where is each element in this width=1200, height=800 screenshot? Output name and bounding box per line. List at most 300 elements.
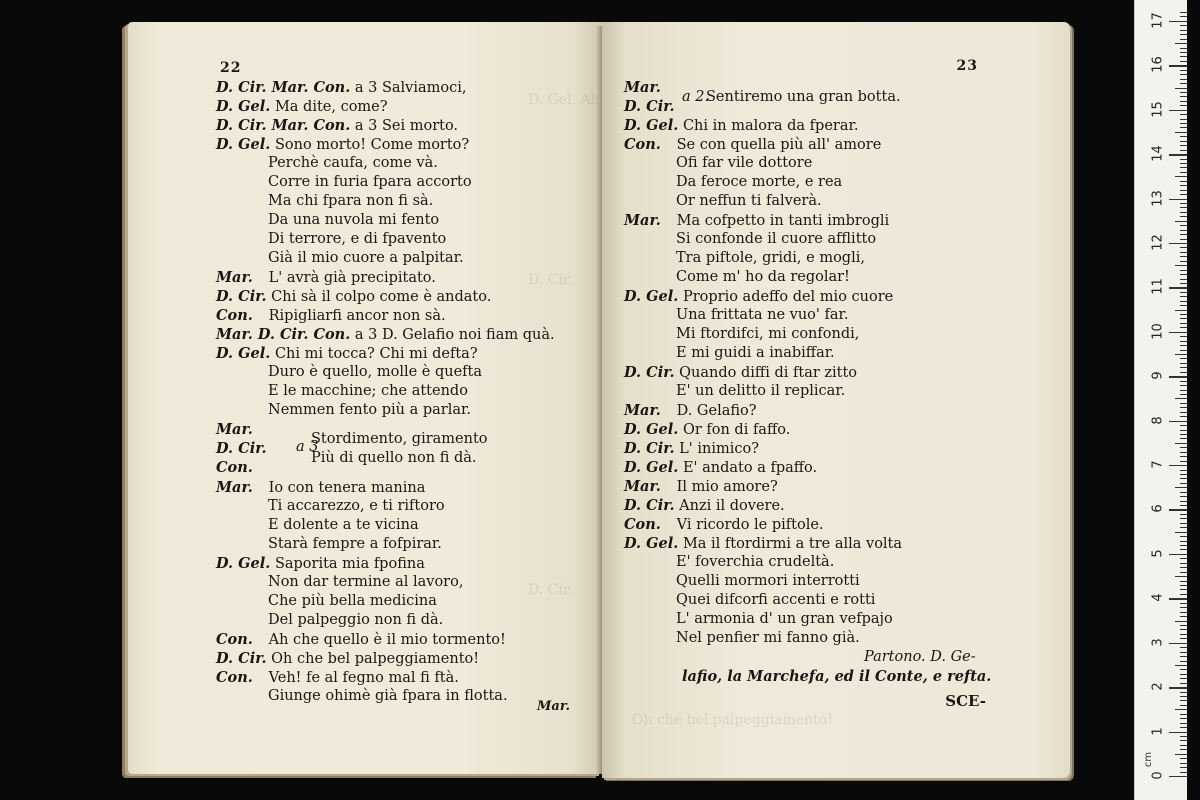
ruler-tick bbox=[1175, 354, 1187, 355]
duet-block bbox=[624, 78, 1054, 116]
verse-text: Or fon di faffo. bbox=[682, 422, 791, 438]
verse-line bbox=[624, 572, 1054, 591]
verse-text: Ma chi fpara non fi sà. bbox=[268, 193, 434, 209]
ruler-tick bbox=[1180, 705, 1187, 706]
ruler-tick bbox=[1180, 723, 1187, 724]
ruler-tick bbox=[1180, 30, 1187, 31]
verse-text: E' andato a fpaffo. bbox=[682, 460, 818, 476]
duet-line: Sentiremo una gran botta. bbox=[706, 89, 901, 105]
ruler-number: 14 bbox=[1150, 145, 1166, 162]
ruler-tick bbox=[1180, 416, 1187, 417]
ruler-tick bbox=[1180, 123, 1187, 124]
ruler-tick bbox=[1180, 434, 1187, 435]
verse-line bbox=[216, 382, 596, 401]
ruler-tick bbox=[1175, 532, 1187, 533]
ruler-tick bbox=[1169, 554, 1187, 555]
ruler-tick bbox=[1180, 470, 1187, 471]
verse-line bbox=[216, 554, 596, 573]
verse-text: L' inimico? bbox=[679, 441, 760, 457]
verse-text: E mi guidi a inabiffar. bbox=[676, 345, 835, 361]
ruler-tick bbox=[1180, 305, 1187, 306]
measuring-ruler bbox=[1134, 0, 1187, 800]
duet-mark: a 2. bbox=[682, 89, 710, 105]
ruler-number: 15 bbox=[1150, 100, 1166, 118]
ruler-tick bbox=[1180, 127, 1187, 128]
ruler-tick bbox=[1180, 336, 1187, 337]
ruler-tick bbox=[1180, 203, 1187, 204]
ruler-tick bbox=[1180, 536, 1187, 537]
ruler-tick bbox=[1180, 216, 1187, 217]
ruler-tick bbox=[1180, 52, 1187, 53]
left-lines bbox=[216, 78, 596, 420]
verse-text: Veh! fe al fegno mal fi ftà. bbox=[268, 670, 459, 686]
verse-line bbox=[216, 230, 596, 249]
verse-line bbox=[624, 401, 1054, 420]
ruler-tick bbox=[1180, 403, 1187, 404]
verse-text: E le macchine; che attendo bbox=[268, 383, 468, 399]
ruler-tick bbox=[1180, 194, 1187, 195]
verse-line bbox=[624, 629, 1054, 648]
speaker-name: Con. bbox=[216, 669, 253, 686]
verse-text: Una frittata ne vuo' far. bbox=[676, 307, 849, 323]
ruler-tick bbox=[1169, 509, 1187, 510]
ruler-tick bbox=[1180, 683, 1187, 684]
verse-text: Ofi far vile dottore bbox=[676, 155, 813, 171]
ruler-tick bbox=[1169, 287, 1187, 288]
ruler-tick bbox=[1180, 261, 1187, 262]
ruler-number: 7 bbox=[1150, 460, 1166, 469]
ruler-tick bbox=[1180, 390, 1187, 391]
ruler-tick bbox=[1180, 407, 1187, 408]
ruler-tick bbox=[1180, 527, 1187, 528]
speaker-name: Con. bbox=[216, 631, 253, 648]
ruler-number: 8 bbox=[1150, 416, 1166, 425]
ruler-tick bbox=[1180, 492, 1187, 493]
speaker-name: D. Cir. bbox=[216, 650, 267, 667]
ruler-tick bbox=[1180, 181, 1187, 182]
verse-line bbox=[216, 535, 596, 554]
ruler-tick bbox=[1180, 661, 1187, 662]
ruler-tick bbox=[1180, 185, 1187, 186]
verse-text: Anzi il dovere. bbox=[679, 498, 785, 514]
ruler-tick bbox=[1175, 621, 1187, 622]
verse-line bbox=[216, 344, 596, 363]
verse-line bbox=[216, 192, 596, 211]
verse-text: Tra piftole, gridi, e mogli, bbox=[676, 250, 865, 266]
ruler-tick bbox=[1180, 629, 1187, 630]
ruler-tick bbox=[1180, 274, 1187, 275]
ruler-tick bbox=[1169, 110, 1187, 111]
ruler-tick bbox=[1180, 656, 1187, 657]
ruler-tick bbox=[1180, 501, 1187, 502]
verse-line bbox=[624, 344, 1054, 363]
ruler-tick bbox=[1180, 647, 1187, 648]
verse-text: Si confonde il cuore afflitto bbox=[676, 231, 877, 247]
ruler-tick bbox=[1180, 714, 1187, 715]
ruler-tick bbox=[1180, 39, 1187, 40]
verse-line bbox=[624, 192, 1054, 211]
speaker-name: D. Gel. bbox=[216, 555, 271, 572]
verse-line bbox=[216, 592, 596, 611]
ruler-tick bbox=[1180, 101, 1187, 102]
ruler-tick bbox=[1169, 598, 1187, 599]
ruler-tick bbox=[1180, 230, 1187, 231]
verse-line bbox=[624, 173, 1054, 192]
verse-text: Saporita mia fpofina bbox=[274, 556, 425, 572]
verse-text: Duro è quello, molle è quefta bbox=[268, 364, 483, 380]
verse-line bbox=[216, 97, 596, 116]
verse-line bbox=[624, 420, 1054, 439]
trio-line: Stordimento, giramento bbox=[311, 431, 488, 447]
trio-line: Più di quello non fi dà. bbox=[311, 450, 477, 466]
stage-direction-text: lafio, la Marchefa, ed il Conte, e refta. bbox=[682, 668, 992, 685]
ruler-tick bbox=[1180, 239, 1187, 240]
ruler-tick bbox=[1180, 563, 1187, 564]
catchword: Mar. bbox=[537, 699, 570, 714]
verse-line bbox=[624, 591, 1054, 610]
verse-text: L' avrà già precipitato. bbox=[268, 270, 436, 286]
verse-text: L' armonia d' un gran vefpajo bbox=[676, 611, 893, 627]
ruler-number: 16 bbox=[1150, 56, 1166, 74]
verse-line bbox=[216, 611, 596, 630]
ruler-tick bbox=[1169, 154, 1187, 155]
verse-line bbox=[624, 135, 1054, 154]
ruler-tick bbox=[1180, 92, 1187, 93]
ruler-tick bbox=[1180, 740, 1187, 741]
ruler-tick bbox=[1175, 43, 1187, 44]
verse-text: Come m' ho da regolar! bbox=[676, 269, 850, 285]
ruler-tick bbox=[1180, 225, 1187, 226]
verse-text: Chi sà il colpo come è andato. bbox=[271, 289, 492, 305]
ruler-tick bbox=[1180, 270, 1187, 271]
ruler-tick bbox=[1180, 718, 1187, 719]
duet-speaker: Mar. bbox=[624, 79, 661, 96]
verse-text: a 3 D. Gelafio noi fiam quà. bbox=[354, 327, 555, 343]
ruler-tick bbox=[1180, 496, 1187, 497]
ruler-tick bbox=[1169, 332, 1187, 333]
ruler-tick bbox=[1180, 172, 1187, 173]
verse-text: a 3 Salviamoci, bbox=[354, 80, 467, 96]
stage-direction bbox=[624, 667, 1054, 686]
verse-text: Non dar termine al lavoro, bbox=[268, 574, 464, 590]
ruler-number: 9 bbox=[1150, 371, 1166, 380]
ruler-number: 10 bbox=[1150, 323, 1166, 340]
stage-direction bbox=[624, 648, 1054, 667]
verse-text: Ma dite, come? bbox=[274, 99, 388, 115]
ruler-tick bbox=[1180, 603, 1187, 604]
right-lines bbox=[624, 116, 1054, 648]
verse-text: Quei difcorfi accenti e rotti bbox=[676, 592, 876, 608]
speaker-name: Mar. bbox=[216, 479, 253, 496]
verse-line bbox=[216, 401, 596, 420]
ruler-tick bbox=[1180, 83, 1187, 84]
ruler-tick bbox=[1180, 105, 1187, 106]
ruler-tick bbox=[1180, 625, 1187, 626]
ruler-number: 11 bbox=[1150, 278, 1166, 296]
speaker-name: D. Gel. bbox=[624, 117, 679, 134]
verse-text: Quando diffi di ftar zitto bbox=[679, 365, 858, 381]
verse-line bbox=[216, 478, 596, 497]
verse-text: Ah che quello è il mio tormento! bbox=[268, 632, 506, 648]
ruler-tick bbox=[1180, 634, 1187, 635]
page-number: 22 bbox=[220, 60, 242, 76]
ruler-tick bbox=[1180, 518, 1187, 519]
ruler-tick bbox=[1180, 167, 1187, 168]
left-page: D. Gel. Ah D. Cir. D. Cir. 22 D. Cir. Mar. Con. a 3 Salviamoci, D. Gel. Ma dite, come? D. Cir. Mar. Con. a 3 Sei morto. D. Gel. Sono morto! Come morto? Perchè caufa, come và. Corre in furia fpara accorto Ma chi fpara non fi sà. Da una nuvola mi fento Di terrore, e di fpavento Già il mio cuore a palpitar. Mar. L' avrà già precipitato. D. Cir. Chi sà il colpo come è andato. Con. Ripigliarfi ancor non sà. Mar. D. Cir. Con. a 3 D. Gelafio noi fiam quà. D. Gel. Chi mi tocca? Chi mi defta? Duro è quello, molle è quefta E le macchine; che attendo Nemmen fento più a parlar. Mar. D. Cir. Con. a 3 Stordimento, giramento Più di quello non fi dà. Mar. Io con tenera manina Ti accarezzo, e ti riftoro E dolente a te vicina Starà fempre a fofpirar. D. Gel. Saporita mia fpofina Non dar termine al lavoro, Che più bella medicina Del palpeggio non fi dà. Con. Ah che quello è il mio tormento! D. Cir. Oh che bel palpeggiamento! Con. Veh! fe al fegno mal fi ftà. Giunge ohimè già fpara in flotta. Mar. bbox=[128, 22, 602, 774]
ruler-number: 5 bbox=[1150, 549, 1166, 558]
verse-text: Quelli mormori interrotti bbox=[676, 573, 860, 589]
ruler-tick bbox=[1180, 70, 1187, 71]
verse-text: E dolente a te vicina bbox=[268, 517, 419, 533]
speaker-name: Mar. D. Cir. Con. bbox=[216, 326, 351, 343]
ruler-tick bbox=[1180, 696, 1187, 697]
ruler-tick bbox=[1180, 669, 1187, 670]
speaker-name: D. Cir. Mar. Con. bbox=[216, 79, 351, 96]
ruler-number: 13 bbox=[1150, 189, 1166, 207]
ruler-tick bbox=[1169, 465, 1187, 466]
speaker-name: Mar. bbox=[216, 269, 253, 286]
ruler-tick bbox=[1175, 576, 1187, 577]
verse-line bbox=[624, 534, 1054, 553]
ruler-tick bbox=[1169, 21, 1187, 22]
verse-line bbox=[216, 363, 596, 382]
ruler-tick bbox=[1180, 425, 1187, 426]
ruler-tick bbox=[1175, 88, 1187, 89]
ruler-tick bbox=[1180, 612, 1187, 613]
ruler-tick bbox=[1180, 145, 1187, 146]
ruler-tick bbox=[1169, 421, 1187, 422]
verse-line bbox=[624, 458, 1054, 477]
verse-line bbox=[216, 668, 596, 687]
speaker-name: D. Gel. bbox=[624, 459, 679, 476]
verse-text: Nel penfier mi fanno già. bbox=[676, 630, 860, 646]
ruler-tick bbox=[1180, 514, 1187, 515]
verse-line bbox=[216, 173, 596, 192]
catchword: SCE- bbox=[945, 692, 986, 710]
speaker-name: D. Gel. bbox=[624, 288, 679, 305]
verse-line bbox=[216, 249, 596, 268]
trio-mark: a 3 bbox=[296, 439, 319, 455]
verse-line bbox=[216, 268, 596, 287]
verse-text: Da feroce morte, e rea bbox=[676, 174, 843, 190]
ruler-tick bbox=[1180, 430, 1187, 431]
verse-text: Il mio amore? bbox=[676, 479, 778, 495]
speaker-name: D. Gel. bbox=[624, 535, 679, 552]
ruler-tick bbox=[1180, 114, 1187, 115]
left-text-block bbox=[216, 78, 596, 706]
verse-line bbox=[624, 610, 1054, 629]
verse-line bbox=[624, 116, 1054, 135]
ruler-tick bbox=[1180, 763, 1187, 764]
ruler-tick bbox=[1180, 772, 1187, 773]
ruler-tick bbox=[1180, 767, 1187, 768]
ruler-tick bbox=[1180, 483, 1187, 484]
speaker-name: D. Gel. bbox=[216, 345, 271, 362]
ruler-tick bbox=[1175, 132, 1187, 133]
ruler-tick bbox=[1180, 505, 1187, 506]
speaker-name: Con. bbox=[216, 307, 253, 324]
ruler-tick bbox=[1180, 279, 1187, 280]
ruler-tick bbox=[1180, 296, 1187, 297]
ruler-tick bbox=[1175, 310, 1187, 311]
ruler-tick bbox=[1180, 749, 1187, 750]
ruler-tick bbox=[1180, 541, 1187, 542]
verse-line bbox=[624, 439, 1054, 458]
speaker-name: D. Gel. bbox=[216, 98, 271, 115]
verse-line bbox=[216, 78, 596, 97]
ruler-tick bbox=[1180, 56, 1187, 57]
ruler-number: 4 bbox=[1150, 593, 1166, 602]
ruler-tick bbox=[1180, 74, 1187, 75]
verse-line bbox=[624, 154, 1054, 173]
ruler-tick bbox=[1180, 79, 1187, 80]
verse-line bbox=[216, 211, 596, 230]
right-text-block bbox=[624, 78, 1054, 686]
speaker-name: D. Gel. bbox=[624, 421, 679, 438]
speaker-name: D. Cir. bbox=[216, 288, 267, 305]
ruler-tick bbox=[1180, 589, 1187, 590]
ruler-tick bbox=[1175, 709, 1187, 710]
verse-text: Corre in furia fpara accorto bbox=[268, 174, 472, 190]
ruler-number: 3 bbox=[1150, 638, 1166, 647]
ruler-tick bbox=[1180, 16, 1187, 17]
ruler-tick bbox=[1180, 301, 1187, 302]
verse-text: Vi ricordo le piftole. bbox=[676, 517, 824, 533]
verse-text: a 3 Sei morto. bbox=[354, 118, 459, 134]
ruler-number: 17 bbox=[1150, 12, 1166, 29]
left-lines-continued bbox=[216, 478, 596, 706]
verse-text: Chi in malora da fperar. bbox=[682, 118, 859, 134]
verse-text: Di terrore, e di fpavento bbox=[268, 231, 447, 247]
ruler-tick bbox=[1175, 176, 1187, 177]
ruler-tick bbox=[1169, 243, 1187, 244]
ruler-tick bbox=[1175, 398, 1187, 399]
verse-line bbox=[624, 287, 1054, 306]
ruler-tick bbox=[1180, 341, 1187, 342]
verse-text: Se con quella più all' amore bbox=[676, 137, 882, 153]
verse-line bbox=[624, 325, 1054, 344]
verse-text: Del palpeggio non fi dà. bbox=[268, 612, 444, 628]
ruler-tick bbox=[1180, 159, 1187, 160]
ruler-tick bbox=[1180, 452, 1187, 453]
speaker-name: Mar. bbox=[624, 478, 661, 495]
verse-line bbox=[624, 249, 1054, 268]
ruler-tick bbox=[1180, 323, 1187, 324]
ruler-tick bbox=[1180, 678, 1187, 679]
ruler-tick bbox=[1180, 758, 1187, 759]
ruler-number: 2 bbox=[1150, 682, 1166, 691]
verse-line bbox=[624, 553, 1054, 572]
ruler-tick bbox=[1180, 616, 1187, 617]
verse-text: Sono morto! Come morto? bbox=[274, 137, 470, 153]
verse-line bbox=[216, 306, 596, 325]
verse-line bbox=[216, 287, 596, 306]
ruler-unit: cm bbox=[1143, 751, 1155, 768]
speaker-name: Con. bbox=[624, 136, 661, 153]
trio-speaker: Con. bbox=[216, 459, 253, 476]
verse-text: Mi ftordifci, mi confondi, bbox=[676, 326, 860, 342]
ruler-tick bbox=[1180, 314, 1187, 315]
verse-text: Nemmen fento più a parlar. bbox=[268, 402, 471, 418]
ruler-tick bbox=[1180, 394, 1187, 395]
ruler-tick bbox=[1180, 447, 1187, 448]
verse-line bbox=[624, 306, 1054, 325]
ruler-tick bbox=[1175, 265, 1187, 266]
ruler-tick bbox=[1180, 381, 1187, 382]
ruler-tick bbox=[1180, 247, 1187, 248]
ruler-tick bbox=[1180, 34, 1187, 35]
ruler-tick bbox=[1180, 745, 1187, 746]
ruler-tick bbox=[1180, 119, 1187, 120]
ruler-tick bbox=[1180, 25, 1187, 26]
page-number: 23 bbox=[956, 58, 978, 74]
verse-text: Che più bella medicina bbox=[268, 593, 437, 609]
ruler-tick bbox=[1180, 190, 1187, 191]
verse-text: Io con tenera manina bbox=[268, 480, 426, 496]
ruler-tick bbox=[1175, 487, 1187, 488]
ruler-tick bbox=[1175, 443, 1187, 444]
verse-line bbox=[216, 649, 596, 668]
verse-line bbox=[216, 573, 596, 592]
ruler-tick bbox=[1169, 376, 1187, 377]
ruler-tick bbox=[1180, 558, 1187, 559]
ruler-tick bbox=[1180, 345, 1187, 346]
ruler-tick bbox=[1180, 372, 1187, 373]
speaker-name: Mar. bbox=[624, 402, 661, 419]
speaker-name: D. Cir. bbox=[624, 364, 675, 381]
verse-text: D. Gelafio? bbox=[676, 403, 757, 419]
ruler-tick bbox=[1180, 567, 1187, 568]
ruler-tick bbox=[1180, 292, 1187, 293]
ruler-tick bbox=[1180, 581, 1187, 582]
ruler-tick bbox=[1180, 692, 1187, 693]
speaker-name: Mar. bbox=[624, 212, 661, 229]
verse-line bbox=[624, 363, 1054, 382]
verse-line bbox=[624, 382, 1054, 401]
verse-text: Starà fempre a fofpirar. bbox=[268, 536, 442, 552]
verse-text: Oh che bel palpeggiamento! bbox=[271, 651, 480, 667]
verse-text: Chi mi tocca? Chi mi defta? bbox=[274, 346, 478, 362]
verse-line bbox=[624, 268, 1054, 287]
ruler-tick bbox=[1180, 700, 1187, 701]
verse-line bbox=[216, 116, 596, 135]
ruler-tick bbox=[1180, 350, 1187, 351]
verse-text: Proprio adeffo del mio cuore bbox=[682, 289, 894, 305]
ruler-tick bbox=[1180, 48, 1187, 49]
verse-text: Giunge ohimè già fpara in flotta. bbox=[268, 688, 508, 704]
ruler-tick bbox=[1180, 363, 1187, 364]
ruler-tick bbox=[1180, 61, 1187, 62]
ruler-tick bbox=[1180, 474, 1187, 475]
ruler-tick bbox=[1180, 141, 1187, 142]
ruler-tick bbox=[1180, 736, 1187, 737]
verse-line bbox=[624, 496, 1054, 515]
ruler-tick bbox=[1180, 456, 1187, 457]
trio-block bbox=[216, 420, 596, 478]
verse-text: Or neffun ti falverà. bbox=[676, 193, 822, 209]
ruler-tick bbox=[1180, 12, 1187, 13]
verse-line bbox=[624, 477, 1054, 496]
ruler-tick bbox=[1180, 283, 1187, 284]
ruler-tick bbox=[1169, 687, 1187, 688]
ruler-tick bbox=[1175, 754, 1187, 755]
verse-text: Ma cofpetto in tanti imbrogli bbox=[676, 213, 890, 229]
ruler-tick bbox=[1180, 212, 1187, 213]
verse-text: Già il mio cuore a palpitar. bbox=[268, 250, 464, 266]
verse-line bbox=[216, 154, 596, 173]
ruler-tick bbox=[1180, 549, 1187, 550]
ruler-tick bbox=[1180, 412, 1187, 413]
